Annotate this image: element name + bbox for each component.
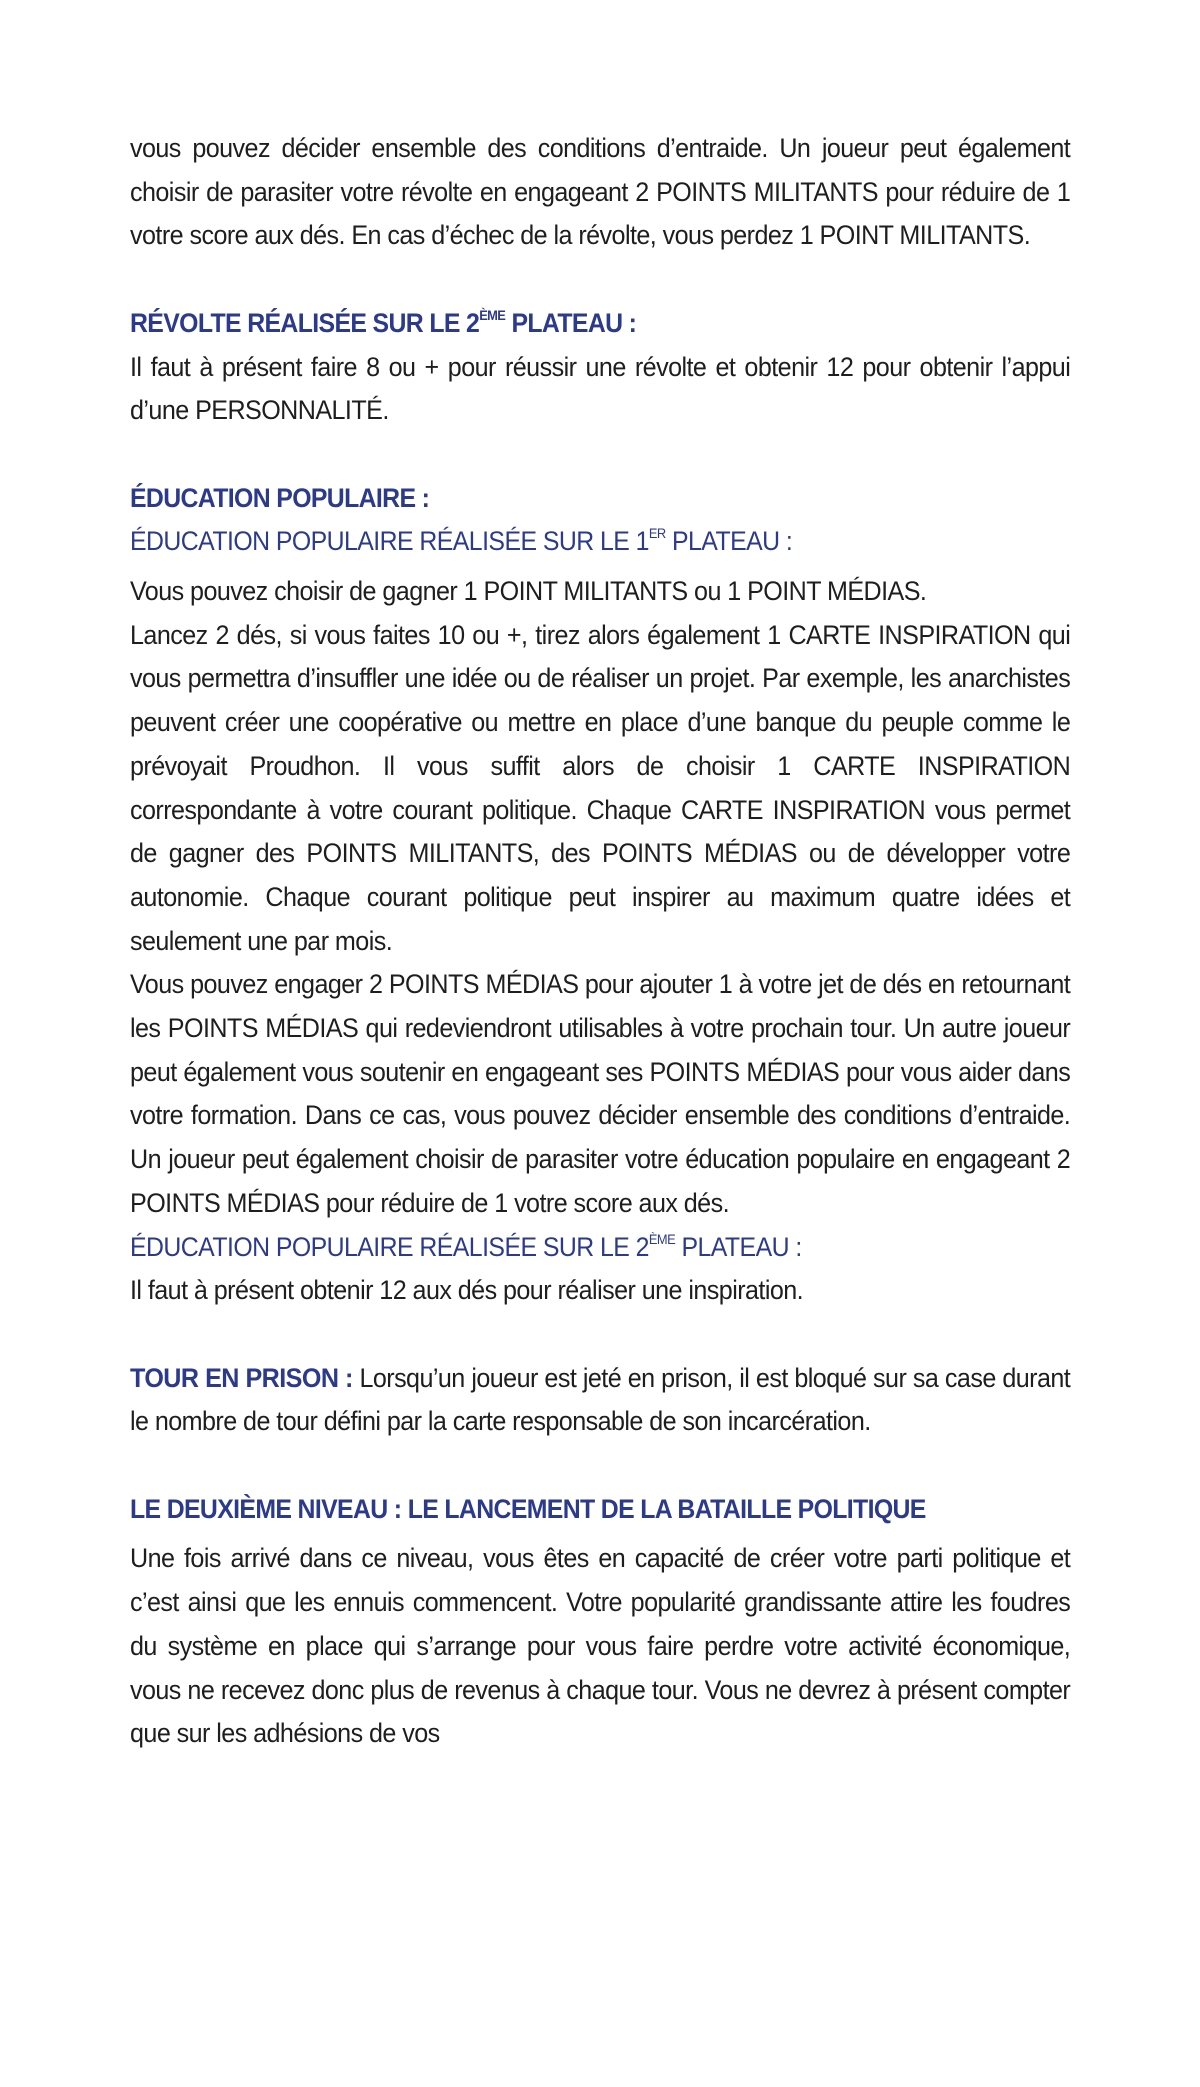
prison-heading: TOUR EN PRISON : [130, 1362, 353, 1393]
niveau-2-heading: LE DEUXIÈME NIVEAU : LE LANCEMENT DE LA BATAILLE POLITIQUE [130, 1493, 926, 1524]
intro-paragraph: vous pouvez décider ensemble des conditions d’entraide. Un joueur peut également choisir de parasiter votre révolte en engageant 2 POINTS MILITANTS pour réduire de 1 votre score aux dés. En cas d’échec de la révolte, vous perdez 1 POINT MILITANTS. [130, 133, 1071, 251]
revolte-2-heading: RÉVOLTE RÉALISÉE SUR LE 2ÈME PLATEAU : [130, 306, 637, 338]
education-2-paragraph: Il faut à présent obtenir 12 aux dés pour réaliser une inspiration. [130, 1275, 804, 1306]
education-1-paragraph-b: Lancez 2 dés, si vous faites 10 ou +, tirez alors également 1 CARTE INSPIRATION qui vous permettra d’insuffler une idée ou de réaliser un projet. Par exemple, les anarchistes peuvent créer une coopérative ou mettre en place d’une banque du peuple comme le prévoyait Proudhon. Il vous suffit alors de choisir 1 CARTE INSPIRATION correspondante à votre courant politique. Chaque CARTE INSPIRATION vous permet de gagner des POINTS MILITANTS, des POINTS MÉDIAS ou de développer votre autonomie. Chaque courant politique peut inspirer au maximum quatre idées et seulement une par mois. [130, 619, 1071, 956]
education-1-paragraph-a: Vous pouvez choisir de gagner 1 POINT MILITANTS ou 1 POINT MÉDIAS. [130, 576, 927, 606]
education-1-subheading: ÉDUCATION POPULAIRE RÉALISÉE SUR LE 1ER PLATEAU : [130, 525, 793, 557]
education-2-subheading: ÉDUCATION POPULAIRE RÉALISÉE SUR LE 2ÈME PLATEAU : [130, 1230, 802, 1262]
revolte-2-paragraph: Il faut à présent faire 8 ou + pour réussir une révolte et obtenir 12 pour obtenir l’appui d’une PERSONNALITÉ. [130, 351, 1071, 426]
education-heading: ÉDUCATION POPULAIRE : [130, 482, 430, 513]
prison-paragraph: TOUR EN PRISON : Lorsqu’un joueur est jeté en prison, il est bloqué sur sa case durant le nombre de tour défini par la carte responsable de son incarcération. [130, 1362, 1071, 1437]
niveau-2-paragraph: Une fois arrivé dans ce niveau, vous êtes en capacité de créer votre parti politique et c’est ainsi que les ennuis commencent. Votre popularité grandissante attire les foudres du système en place qui s’arrange pour vous faire perdre votre activité économique, vous ne recevez donc plus de revenus à chaque tour. Vous ne devrez à présent compter que sur les adhésions de vos [130, 1543, 1071, 1749]
education-1-paragraph-c: Vous pouvez engager 2 POINTS MÉDIAS pour ajouter 1 à votre jet de dés en retournant les POINTS MÉDIAS qui redeviendront utilisables à votre prochain tour. Un autre joueur peut également vous soutenir en engageant ses POINTS MÉDIAS pour vous aider dans votre formation. Dans ce cas, vous pouvez décider ensemble des conditions d’entraide. Un joueur peut également choisir de parasiter votre éducation populaire en engageant 2 POINTS MÉDIAS pour réduire de 1 votre score aux dés. [130, 969, 1071, 1218]
